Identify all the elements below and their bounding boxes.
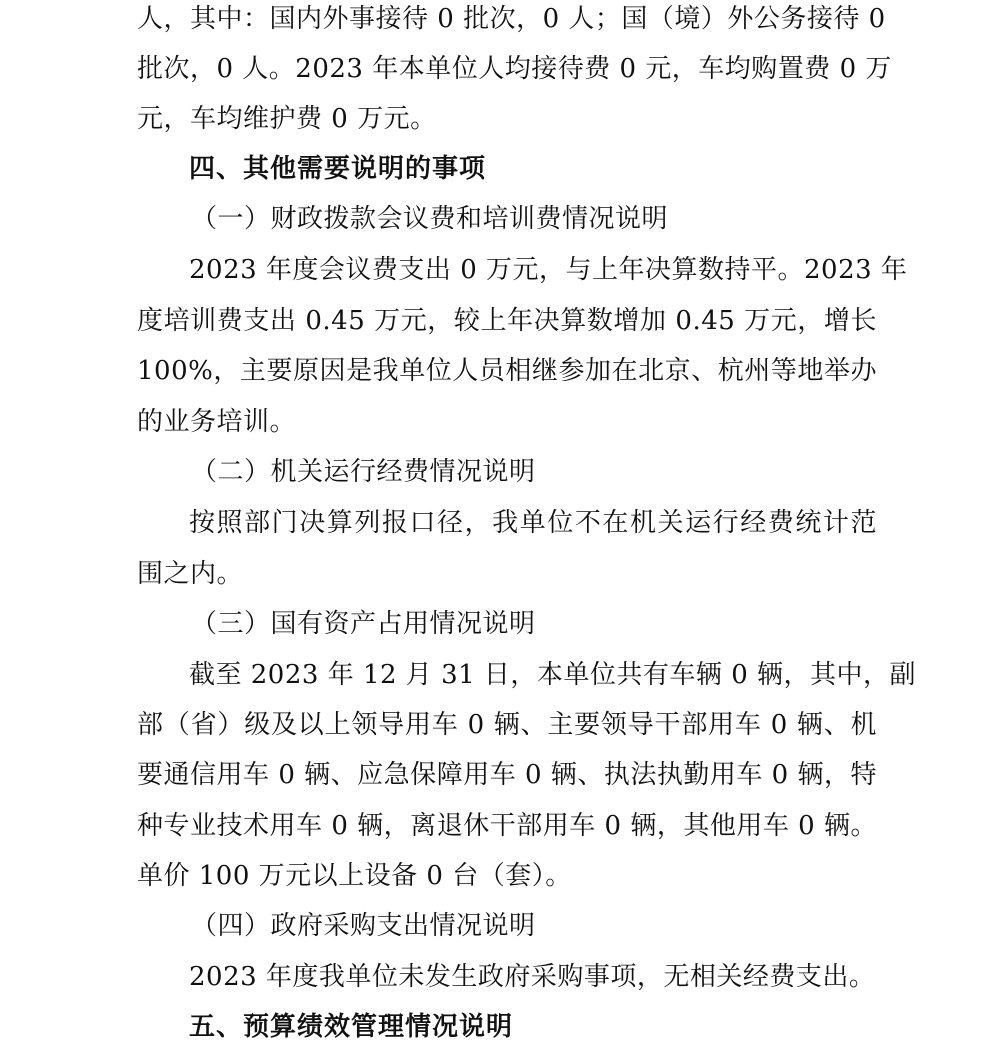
subsection-2-heading: （二）机关运行经费情况说明: [191, 457, 536, 487]
sub4-line-1: 2023 年度我单位未发生政府采购事项，无相关经费支出。: [189, 962, 876, 992]
sub1-line-4: 的业务培训。: [137, 407, 297, 437]
subsection-1-heading: （一）财政拨款会议费和培训费情况说明: [191, 204, 669, 234]
sub3-line-5: 单价 100 万元以上设备 0 台（套）。: [137, 861, 572, 891]
sub3-line-1: 截至 2023 年 12 月 31 日，本单位共有车辆 0 辆，其中，副: [189, 660, 916, 690]
reception-line-3: 元，车均维护费 0 万元。: [137, 104, 437, 134]
reception-line-2: 批次，0 人。2023 年本单位人均接待费 0 元，车均购置费 0 万: [137, 54, 892, 84]
subsection-3-heading: （三）国有资产占用情况说明: [191, 609, 536, 639]
sub2-line-2: 围之内。: [137, 559, 244, 589]
sub3-line-2: 部（省）级及以上领导用车 0 辆、主要领导干部用车 0 辆、机: [137, 710, 877, 740]
sub2-line-1: 按照部门决算列报口径，我单位不在机关运行经费统计范: [189, 508, 877, 538]
section-4-heading: 四、其他需要说明的事项: [189, 154, 487, 184]
sub1-line-3: 100%，主要原因是我单位人员相继参加在北京、杭州等地举办: [137, 356, 877, 386]
subsection-4-heading: （四）政府采购支出情况说明: [191, 911, 536, 941]
reception-line-1: 人，其中：国内外事接待 0 批次，0 人；国（境）外公务接待 0: [137, 4, 886, 34]
sub1-line-2: 度培训费支出 0.45 万元，较上年决算数增加 0.45 万元，增长: [137, 306, 877, 336]
section-5-heading: 五、预算绩效管理情况说明: [189, 1012, 514, 1042]
sub3-line-3: 要通信用车 0 辆、应急保障用车 0 辆、执法执勤用车 0 辆，特: [137, 760, 877, 790]
sub3-line-4: 种专业技术用车 0 辆，离退休干部用车 0 辆，其他用车 0 辆。: [137, 811, 877, 841]
sub1-line-1: 2023 年度会议费支出 0 万元，与上年决算数持平。2023 年: [189, 255, 908, 285]
